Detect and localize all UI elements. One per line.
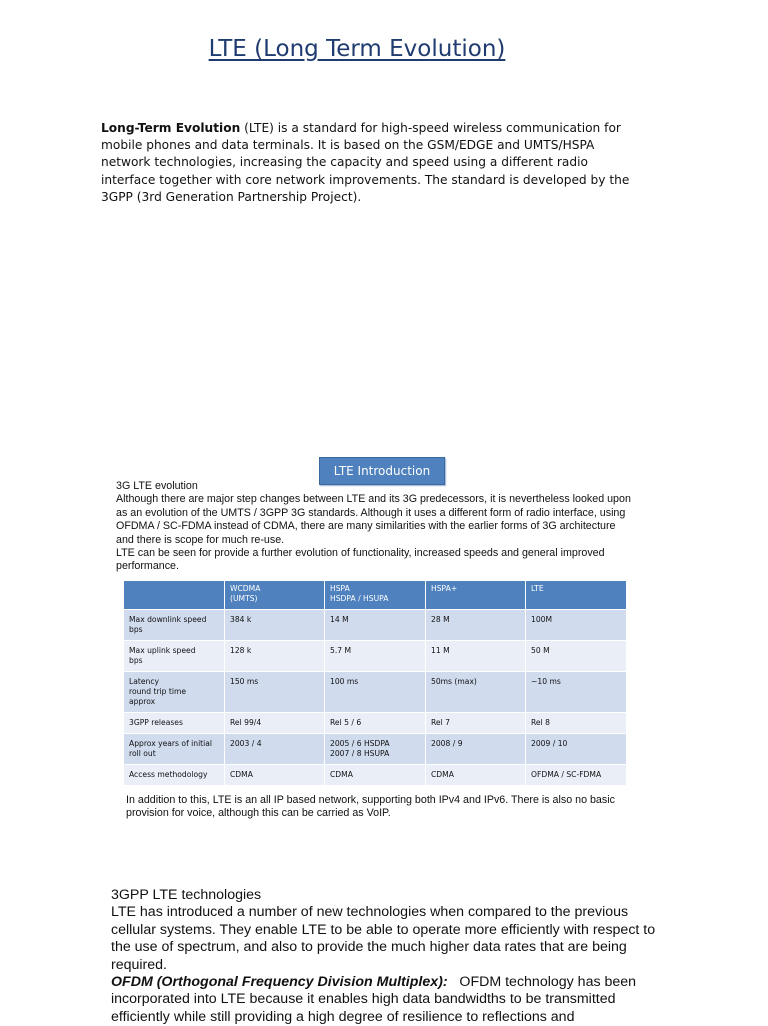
table-cell: 14 M	[325, 610, 426, 641]
table-cell: 50ms (max)	[426, 672, 526, 713]
table-cell: 100 ms	[325, 672, 426, 713]
intro-text: (LTE) is a standard for high-speed wireless communication for mobile phones and data terminals. It is based on the GSM/EDGE and UMTS/HSPA network technologies, increasing the capacity and speed using a different radio interface together with core network improvements. The standard is developed by the 3GPP (3rd Generation Partnership Project).	[101, 121, 630, 204]
section1-para1: Although there are major step changes between LTE and its 3G predecessors, it is nevertheless looked upon as an evolution of the UMTS / 3GPP 3G standards. Although it uses a different form of radio interface, using OFDMA / SC-FDMA instead of CDMA, there are many similarities with the earlier forms of 3G architecture and there is scope for much re-use.	[116, 493, 631, 546]
section-3g-lte-evolution	[116, 480, 636, 574]
table-cell: 2003 / 4	[225, 734, 325, 765]
intro-term: Long-Term Evolution	[101, 121, 241, 135]
table-cell: Access methodology	[124, 765, 225, 786]
table-header-row	[124, 581, 627, 610]
section1-para2: LTE can be seen for provide a further evolution of functionality, increased speeds and general improved performance.	[116, 547, 605, 573]
ofdm-text: OFDM technology has been incorporated into LTE because it enables high data bandwidths to be transmitted efficiently while still providing a high degree of resilience to reflections and	[111, 974, 641, 1025]
intro-paragraph	[101, 120, 641, 206]
section2-para1: LTE has introduced a number of new technologies when compared to the previous cellular systems. They enable LTE to be able to operate more efficiently with respect to the use of spectrum, and also to provide the much higher data rates that are being required.	[111, 904, 656, 973]
header-cell: HSPA HSDPA / HSUPA	[325, 581, 426, 610]
table-cell: CDMA	[225, 765, 325, 786]
table-cell: 3GPP releases	[124, 713, 225, 734]
table-row	[124, 713, 627, 734]
table-cell: 128 k	[225, 641, 325, 672]
lte-introduction-badge: LTE Introduction	[319, 457, 445, 485]
table-cell: 384 k	[225, 610, 325, 641]
table-cell: Max downlink speed bps	[124, 610, 225, 641]
table-cell: ~10 ms	[526, 672, 627, 713]
ip-network-note: In addition to this, LTE is an all IP based network, supporting both IPv4 and IPv6. There is also no basic provision for voice, although this can be carried as VoIP.	[126, 794, 615, 820]
table-cell: Rel 5 / 6	[325, 713, 426, 734]
table-cell: 28 M	[426, 610, 526, 641]
table-row	[124, 610, 627, 641]
table-cell: CDMA	[426, 765, 526, 786]
table-cell: 150 ms	[225, 672, 325, 713]
header-cell	[124, 581, 225, 610]
table-row	[124, 672, 627, 713]
section1-heading: 3G LTE evolution	[116, 480, 198, 492]
ofdm-term: OFDM (Orthogonal Frequency Division Multiplex):	[111, 974, 448, 991]
table-cell: 2009 / 10	[526, 734, 627, 765]
section-3gpp-lte-technologies	[111, 887, 656, 1026]
table-cell: 100M	[526, 610, 627, 641]
table-cell: 11 M	[426, 641, 526, 672]
table-row	[124, 734, 627, 765]
table-cell: 50 M	[526, 641, 627, 672]
page-title: LTE (Long Term Evolution)	[208, 36, 506, 62]
ofdm-paragraph	[111, 974, 656, 1026]
table-cell: 2005 / 6 HSDPA 2007 / 8 HSUPA	[325, 734, 426, 765]
header-cell: HSPA+	[426, 581, 526, 610]
table-row	[124, 641, 627, 672]
table-cell: Rel 99/4	[225, 713, 325, 734]
table-cell: Approx years of initial roll out	[124, 734, 225, 765]
section2-heading: 3GPP LTE technologies	[111, 887, 262, 903]
comparison-table	[123, 580, 627, 786]
table-cell: Latency round trip time approx	[124, 672, 225, 713]
table-cell: 5.7 M	[325, 641, 426, 672]
table-cell: CDMA	[325, 765, 426, 786]
table-cell: OFDMA / SC-FDMA	[526, 765, 627, 786]
table-cell: Rel 7	[426, 713, 526, 734]
table-cell: Rel 8	[526, 713, 627, 734]
header-cell: WCDMA (UMTS)	[225, 581, 325, 610]
table-cell: 2008 / 9	[426, 734, 526, 765]
header-cell: LTE	[526, 581, 627, 610]
table-cell: Max uplink speed bps	[124, 641, 225, 672]
table-row	[124, 765, 627, 786]
